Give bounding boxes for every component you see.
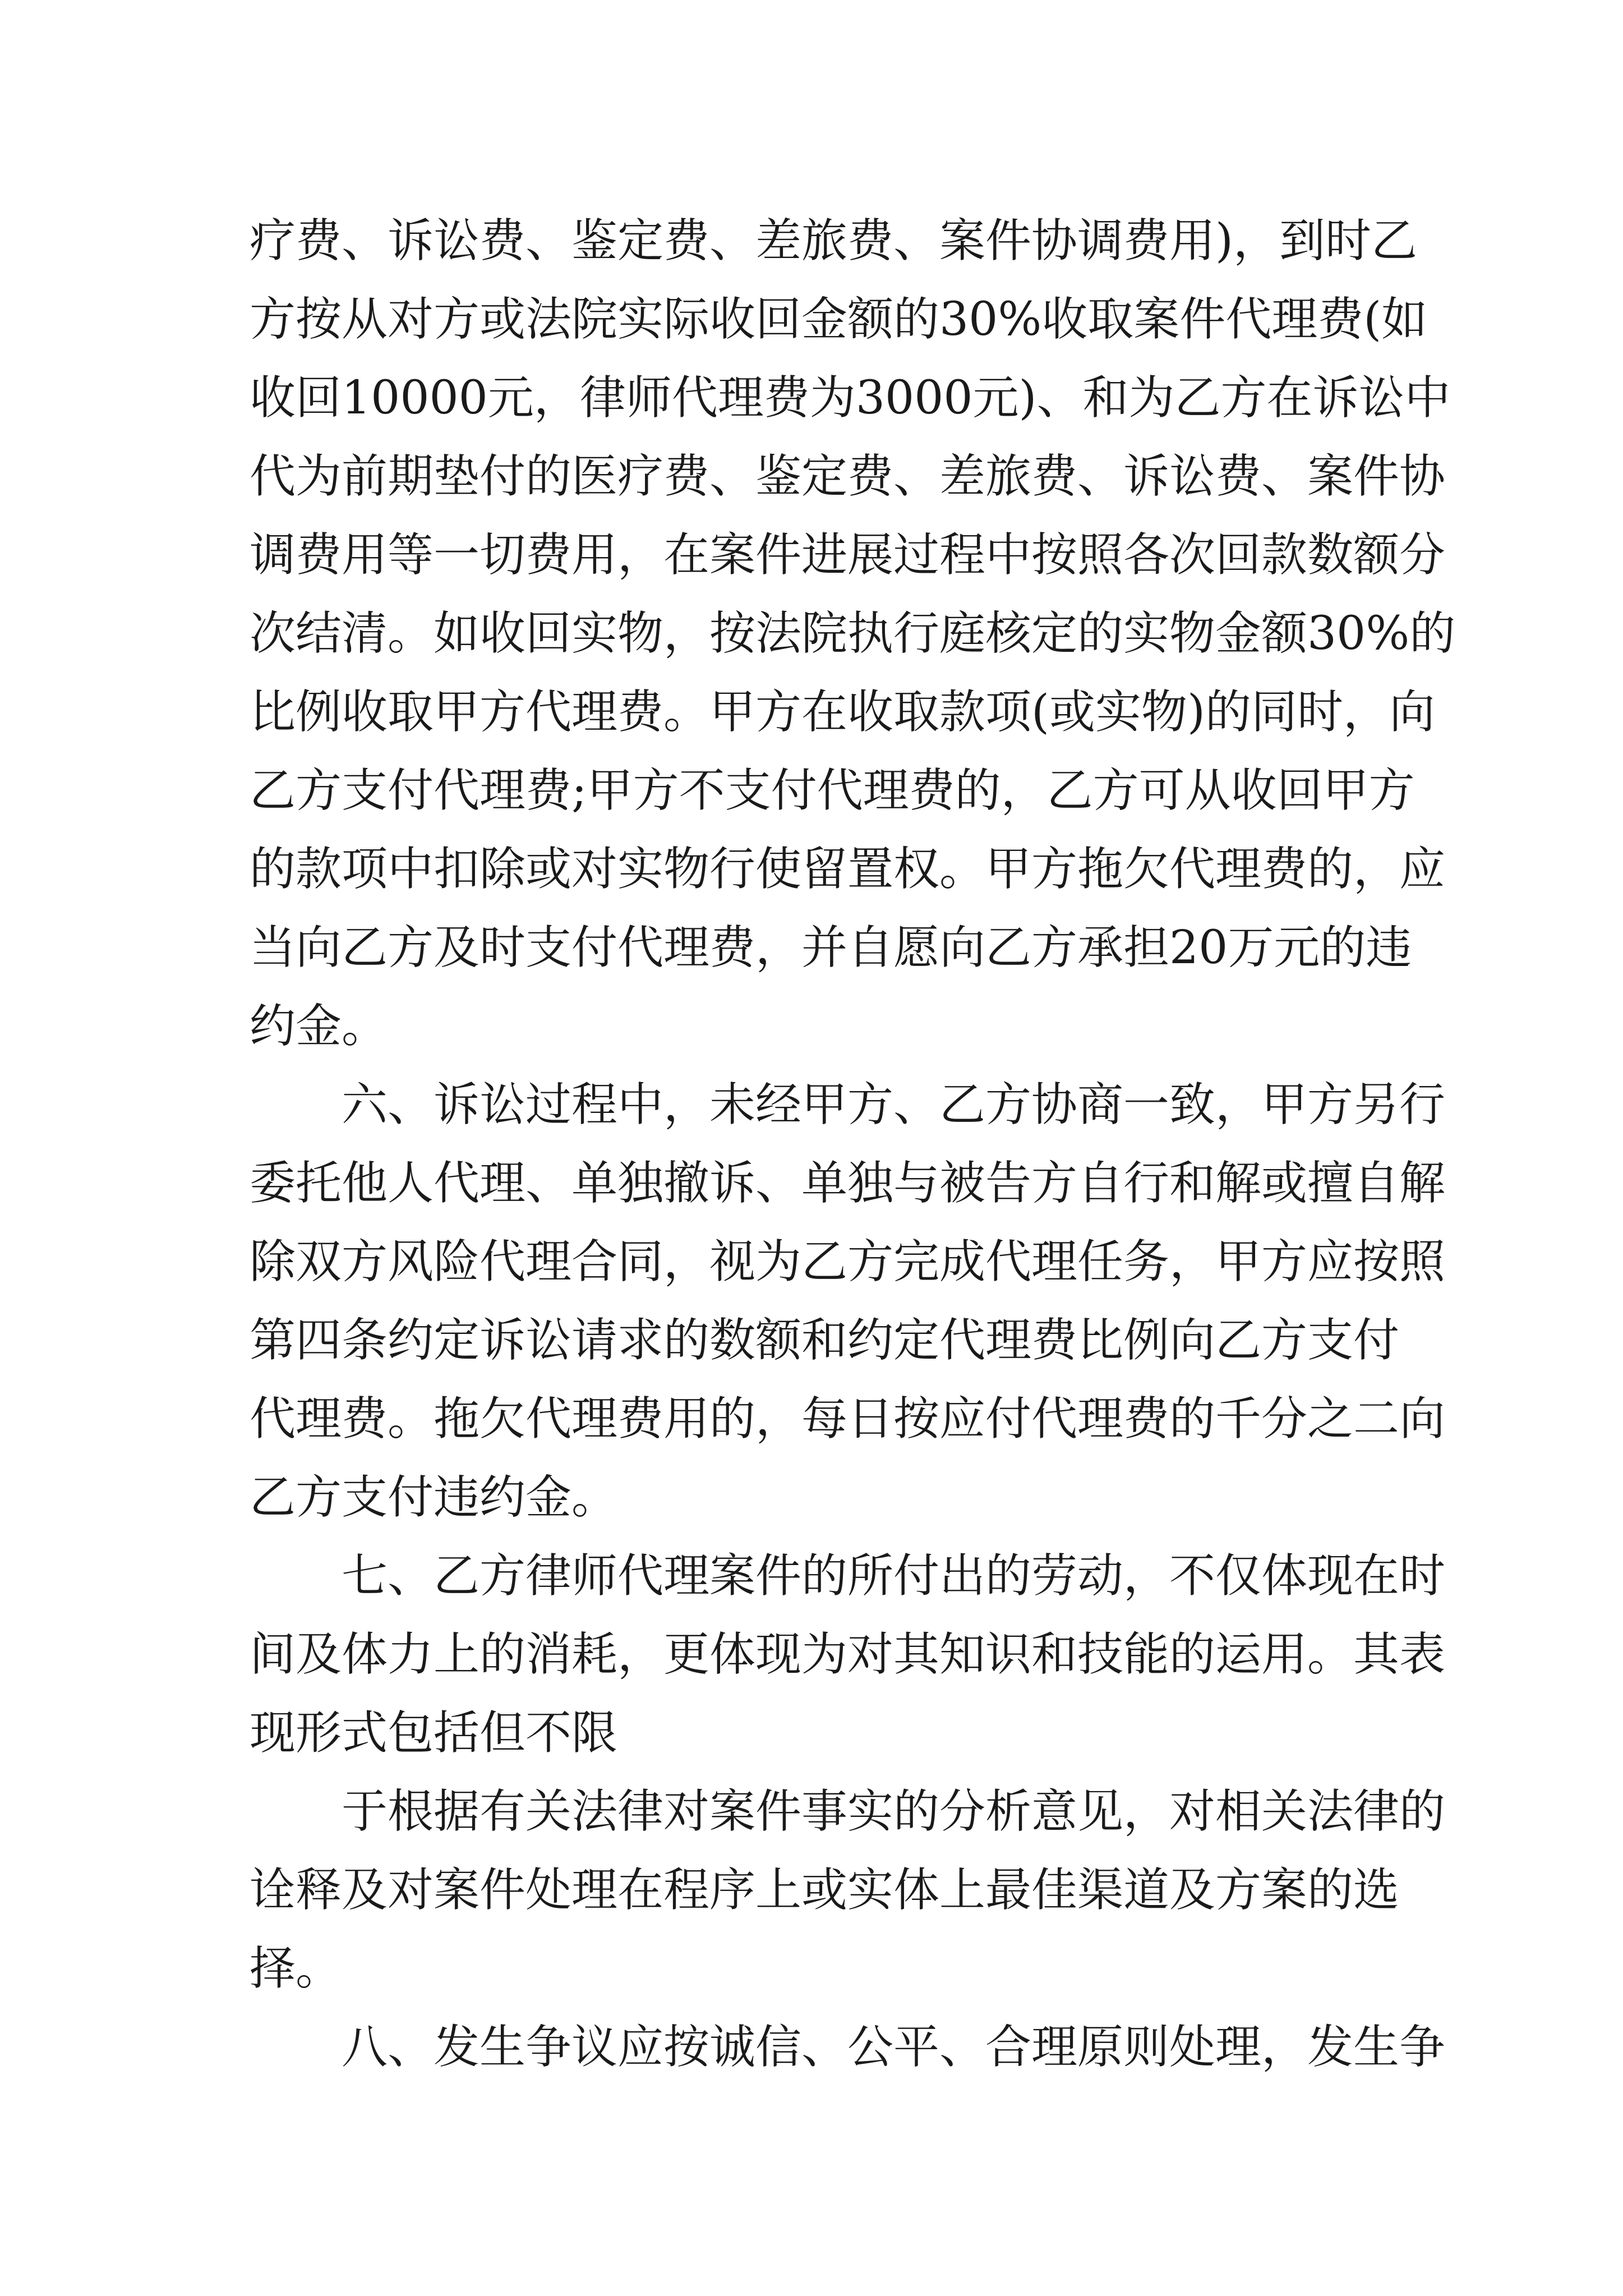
text-line: 代理费。拖欠代理费用的，每日按应付代理费的千分之二向 xyxy=(250,1392,1446,1446)
text-line: 收回10000元，律师代理费为3000元)、和为乙方在诉讼中 xyxy=(250,371,1451,425)
text-line: 择。 xyxy=(250,1942,342,1995)
text-line: 方按从对方或法院实际收回金额的30%收取案件代理费(如 xyxy=(250,293,1428,346)
document-body xyxy=(250,202,1456,2087)
text-line: 间及体力上的消耗，更体现为对其知识和技能的运用。其表 xyxy=(250,1628,1446,1681)
paragraph-start-line: 于根据有关法律对案件事实的分析意见，对相关法律的 xyxy=(342,1785,1446,1838)
text-line: 的款项中扣除或对实物行使留置权。甲方拖欠代理费的，应 xyxy=(250,843,1446,896)
text-line: 代为前期垫付的医疗费、鉴定费、差旅费、诉讼费、案件协 xyxy=(250,450,1446,503)
text-line: 次结清。如收回实物，按法院执行庭核定的实物金额30%的 xyxy=(250,607,1456,660)
text-line: 调费用等一切费用，在案件进展过程中按照各次回款数额分 xyxy=(250,528,1446,582)
text-line: 乙方支付代理费;甲方不支付代理费的，乙方可从收回甲方 xyxy=(250,764,1415,817)
text-line: 当向乙方及时支付代理费，并自愿向乙方承担20万元的违 xyxy=(250,921,1412,974)
text-line: 除双方风险代理合同，视为乙方完成代理任务，甲方应按照 xyxy=(250,1235,1446,1289)
text-line: 现形式包括但不限 xyxy=(250,1706,618,1760)
paragraph-start-line: 六、诉讼过程中，未经甲方、乙方协商一致，甲方另行 xyxy=(342,1078,1446,1131)
text-line: 约金。 xyxy=(250,1000,388,1053)
text-line: 疗费、诉讼费、鉴定费、差旅费、案件协调费用)，到时乙 xyxy=(250,214,1417,268)
text-line: 比例收取甲方代理费。甲方在收取款项(或实物)的同时，向 xyxy=(250,685,1435,739)
text-line: 第四条约定诉讼请求的数额和约定代理费比例向乙方支付 xyxy=(250,1314,1400,1367)
text-line: 委托他人代理、单独撤诉、单独与被告方自行和解或擅自解 xyxy=(250,1157,1446,1210)
text-line: 乙方支付违约金。 xyxy=(250,1471,618,1524)
text-line: 诠释及对案件处理在程序上或实体上最佳渠道及方案的选 xyxy=(250,1864,1400,1917)
paragraph-start-line: 七、乙方律师代理案件的所付出的劳动，不仅体现在时 xyxy=(342,1549,1446,1603)
paragraph-start-line: 八、发生争议应按诚信、公平、合理原则处理，发生争 xyxy=(342,2021,1446,2074)
